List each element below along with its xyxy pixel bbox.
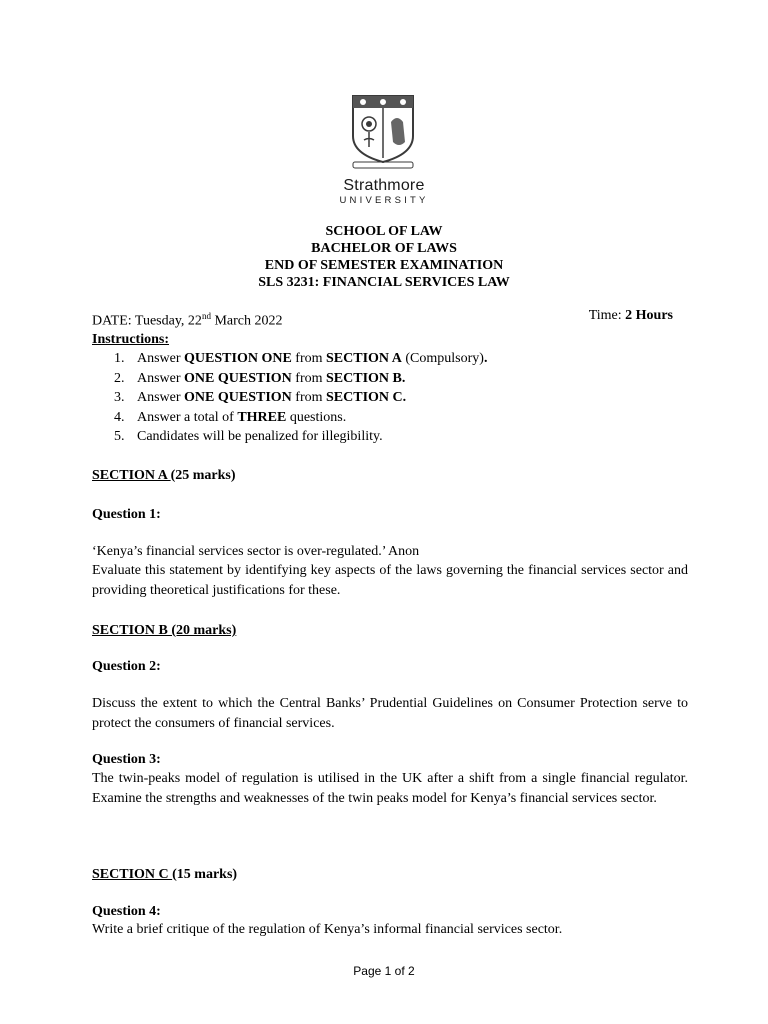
list-item: 2. Answer ONE QUESTION from SECTION B. (114, 370, 406, 386)
question-4-text: Write a brief critique of the regulation of Kenya’s informal financial services sector. (92, 922, 563, 937)
school-heading: SCHOOL OF LAW (325, 224, 443, 239)
instructions-list (114, 350, 487, 448)
degree-heading: BACHELOR OF LAWS (311, 241, 457, 256)
list-item: 1. Answer QUESTION ONE from SECTION A (Compulsory). (114, 351, 488, 366)
list-item: 4. Answer a total of THREE questions. (114, 409, 347, 425)
list-item: 3. Answer ONE QUESTION from SECTION C. (114, 390, 407, 405)
question-3-text: The twin-peaks model of regulation is utilised in the UK after a shift from a single financial regulator. Examine the strengths and weaknesses of the twin peaks model for Kenya’s financial services sector. (92, 771, 688, 806)
course-heading: SLS 3231: FINANCIAL SERVICES LAW (258, 275, 510, 290)
section-a-title: SECTION A (25 marks) (92, 468, 236, 483)
question-2-text: Discuss the extent to which the Central Banks’ Prudential Guidelines on Consumer Protection serve to protect the consumers of financial services. (92, 696, 688, 731)
question-2-title: Question 2: (92, 659, 161, 674)
question-1-text: Evaluate this statement by identifying key aspects of the laws governing the financial services sector and providing theoretical justifications for these. (92, 563, 688, 598)
university-name: Strathmore (343, 177, 425, 194)
instructions-title: Instructions: (92, 332, 170, 347)
section-b-title: SECTION B (20 marks) (92, 623, 237, 638)
question-3-title: Question 3: (92, 752, 161, 767)
question-1-title: Question 1: (92, 507, 161, 522)
section-c-title: SECTION C (15 marks) (92, 867, 238, 882)
exam-time: Time: 2 Hours (588, 308, 673, 323)
page-number: Page 1 of 2 (353, 964, 415, 978)
university-crest-icon (347, 92, 419, 172)
list-item: 5. Candidates will be penalized for illegibility. (114, 429, 383, 444)
exam-heading: END OF SEMESTER EXAMINATION (264, 258, 504, 273)
question-1-quote: ‘Kenya’s financial services sector is over-regulated.’ Anon (92, 544, 420, 559)
university-subtitle: UNIVERSITY (339, 195, 429, 206)
question-4-title: Question 4: (92, 904, 161, 919)
exam-date: DATE: Tuesday, 22nd March 2022 (92, 311, 283, 329)
